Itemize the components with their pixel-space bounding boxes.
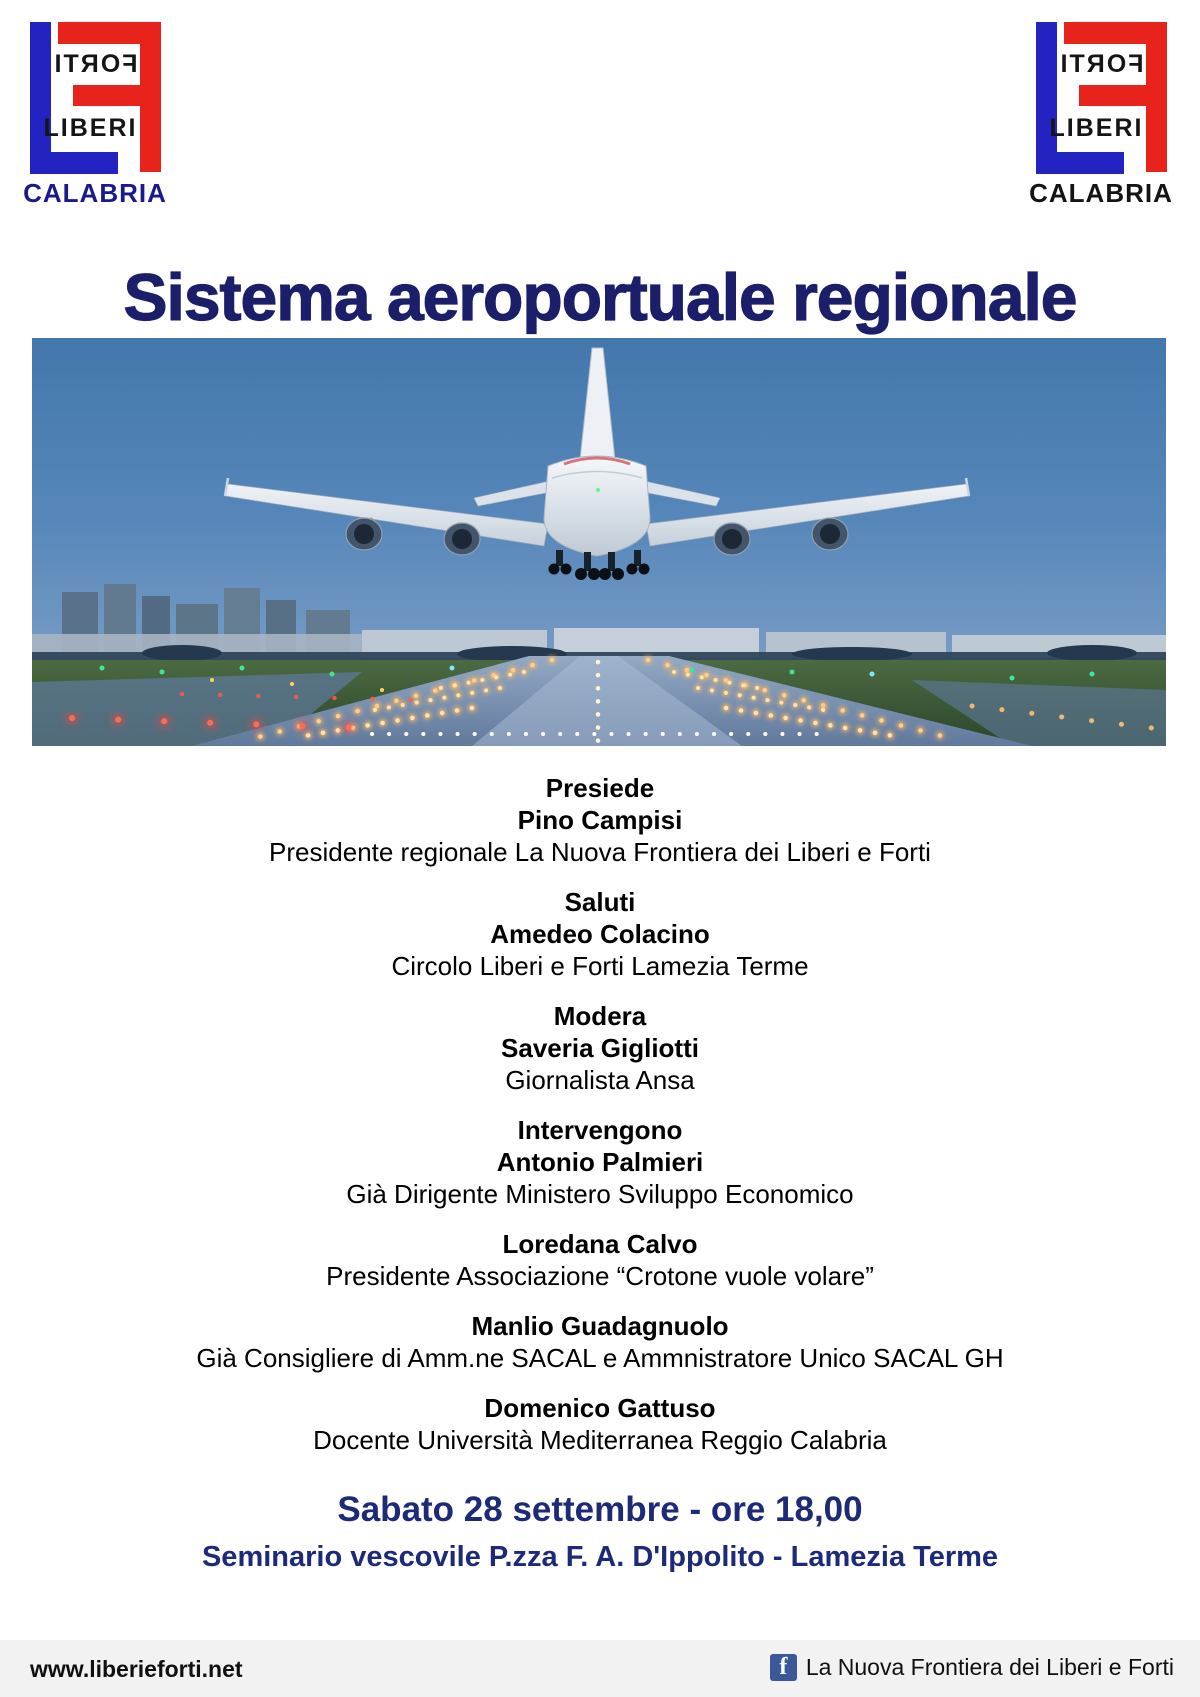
program-speaker-name: Saveria Gigliotti [501, 1033, 699, 1063]
facebook-page-name: La Nuova Frontiera dei Liberi e Forti [805, 1654, 1174, 1680]
liberi-e-forti-logo-left [20, 22, 170, 209]
program-list [0, 772, 1200, 1474]
logo-region-label: CALABRIA [1029, 178, 1173, 208]
facebook-page-link[interactable] [770, 1654, 1174, 1681]
logo-liberi-text: LIBERI [43, 114, 138, 142]
website-link[interactable]: www.liberieforti.net [30, 1656, 243, 1682]
program-item [0, 1310, 1200, 1374]
program-item [0, 1114, 1200, 1210]
logo-forti-mirrored-text: FORTI [1058, 50, 1143, 78]
logo-forti-mirrored-text: FORTI [52, 50, 137, 78]
program-item [0, 772, 1200, 868]
program-speaker-name: Loredana Calvo [502, 1229, 698, 1259]
footer-bar [0, 1640, 1200, 1697]
program-speaker-name: Pino Campisi [517, 805, 683, 835]
facebook-icon[interactable]: f [770, 1654, 797, 1681]
logo-blue-l-bar [30, 152, 118, 174]
program-speaker-desc: Già Dirigente Ministero Sviluppo Economico [346, 1179, 854, 1209]
program-item [0, 1000, 1200, 1096]
program-role: Presiede [545, 773, 655, 803]
logo-red-f-bar [140, 22, 161, 172]
program-speaker-desc: Giornalista Ansa [505, 1065, 695, 1095]
program-item [0, 1392, 1200, 1456]
event-venue: Seminario vescovile P.zza F. A. D'Ippolito - Lamezia Terme [201, 1541, 999, 1573]
page-title: Sistema aeroportuale regionale [123, 260, 1077, 335]
lf-logo-mark [30, 22, 161, 174]
logo-liberi-text: LIBERI [1049, 114, 1144, 142]
program-item [0, 1228, 1200, 1292]
program-speaker-name: Domenico Gattuso [484, 1393, 716, 1423]
program-role: Intervengono [517, 1115, 683, 1145]
program-item [0, 886, 1200, 982]
event-datetime: Sabato 28 settembre - ore 18,00 [337, 1490, 863, 1529]
program-speaker-desc: Circolo Liberi e Forti Lamezia Terme [391, 951, 809, 981]
liberi-e-forti-logo-right [1026, 22, 1176, 209]
program-speaker-desc: Presidente Associazione “Crotone vuole volare” [326, 1261, 874, 1291]
program-speaker-name: Manlio Guadagnuolo [471, 1311, 729, 1341]
program-speaker-desc: Presidente regionale La Nuova Frontiera dei Liberi e Forti [269, 837, 931, 867]
logo-blue-l-bar [1036, 152, 1124, 174]
program-role: Modera [553, 1001, 647, 1031]
program-speaker-name: Antonio Palmieri [496, 1147, 704, 1177]
airplane-photo-illustration [32, 338, 1166, 746]
logo-red-f-bar [1146, 22, 1167, 172]
program-speaker-desc: Già Consigliere di Amm.ne SACAL e Ammnistratore Unico SACAL GH [196, 1343, 1004, 1373]
logo-region-label: CALABRIA [23, 178, 167, 208]
lf-logo-mark [1036, 22, 1167, 174]
program-speaker-name: Amedeo Colacino [490, 919, 710, 949]
program-speaker-desc: Docente Università Mediterranea Reggio Calabria [313, 1425, 887, 1455]
airplane-photo [32, 338, 1166, 746]
program-role: Saluti [564, 887, 636, 917]
